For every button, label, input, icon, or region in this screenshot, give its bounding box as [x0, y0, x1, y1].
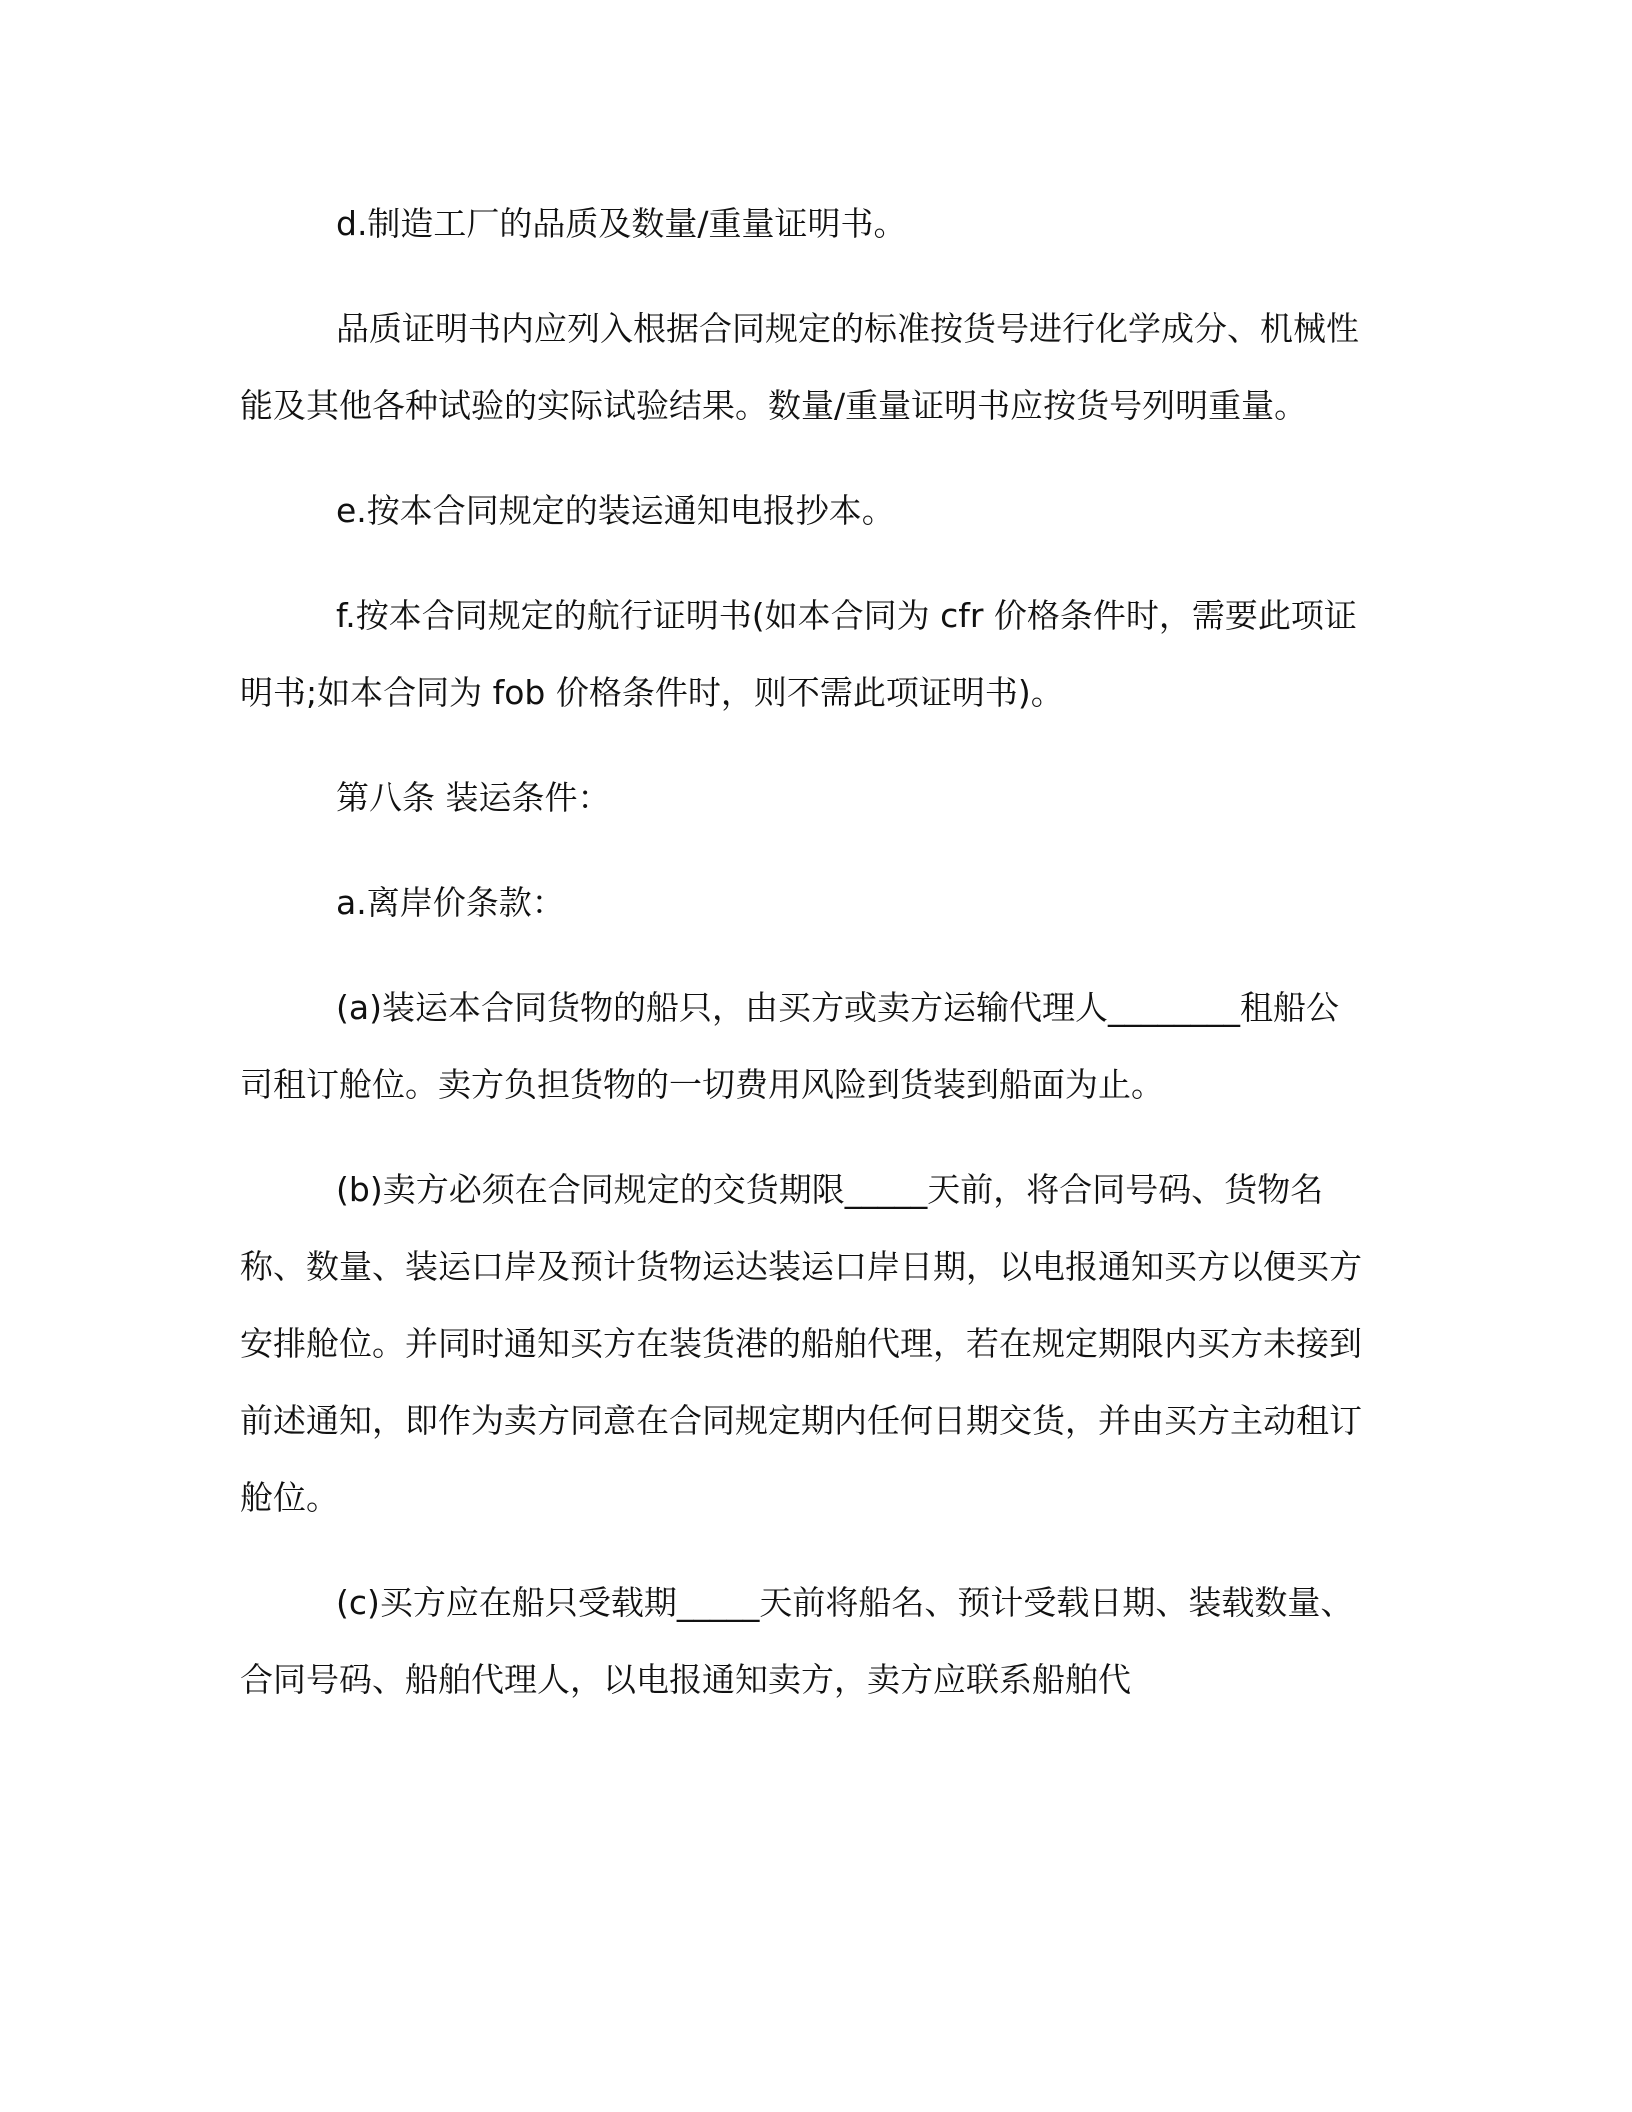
- paragraph-quality-certificate: 品质证明书内应列入根据合同规定的标准按货号进行化学成分、机械性能及其他各种试验的实际试验结果。数量/重量证明书应按货号列明重量。: [240, 309, 1359, 425]
- paragraph-subitem-c: (c)买方应在船只受载期_____天前将船名、预计受载日期、装载数量、合同号码、船舶代理人，以电报通知卖方，卖方应联系船舶代: [240, 1583, 1354, 1699]
- paragraph-item-d: d.制造工厂的品质及数量/重量证明书。: [336, 204, 907, 243]
- paragraph-item-a: a.离岸价条款：: [336, 883, 565, 922]
- paragraph-item-e: e.按本合同规定的装运通知电报抄本。: [336, 491, 895, 530]
- paragraph-item-f: f.按本合同规定的航行证明书(如本合同为 cfr 价格条件时，需要此项证明书;如本合同为 fob 价格条件时，则不需此项证明书)。: [240, 596, 1357, 712]
- paragraph-subitem-b: (b)卖方必须在合同规定的交货期限_____天前，将合同号码、货物名称、数量、装运口岸及预计货物运达装运口岸日期，以电报通知买方以便买方安排舱位。并同时通知买方在装货港的船舶代理，若在规定期限内买方未接到前述通知，即作为卖方同意在合同规定期内任何日期交货，并由买方主动租订舱位。: [240, 1170, 1362, 1517]
- document-body: [240, 185, 1370, 1746]
- paragraph-subitem-a: (a)装运本合同货物的船只，由买方或卖方运输代理人________租船公司租订舱位。卖方负担货物的一切费用风险到货装到船面为止。: [240, 988, 1339, 1104]
- section-heading-article-8: 第八条 装运条件：: [336, 778, 611, 817]
